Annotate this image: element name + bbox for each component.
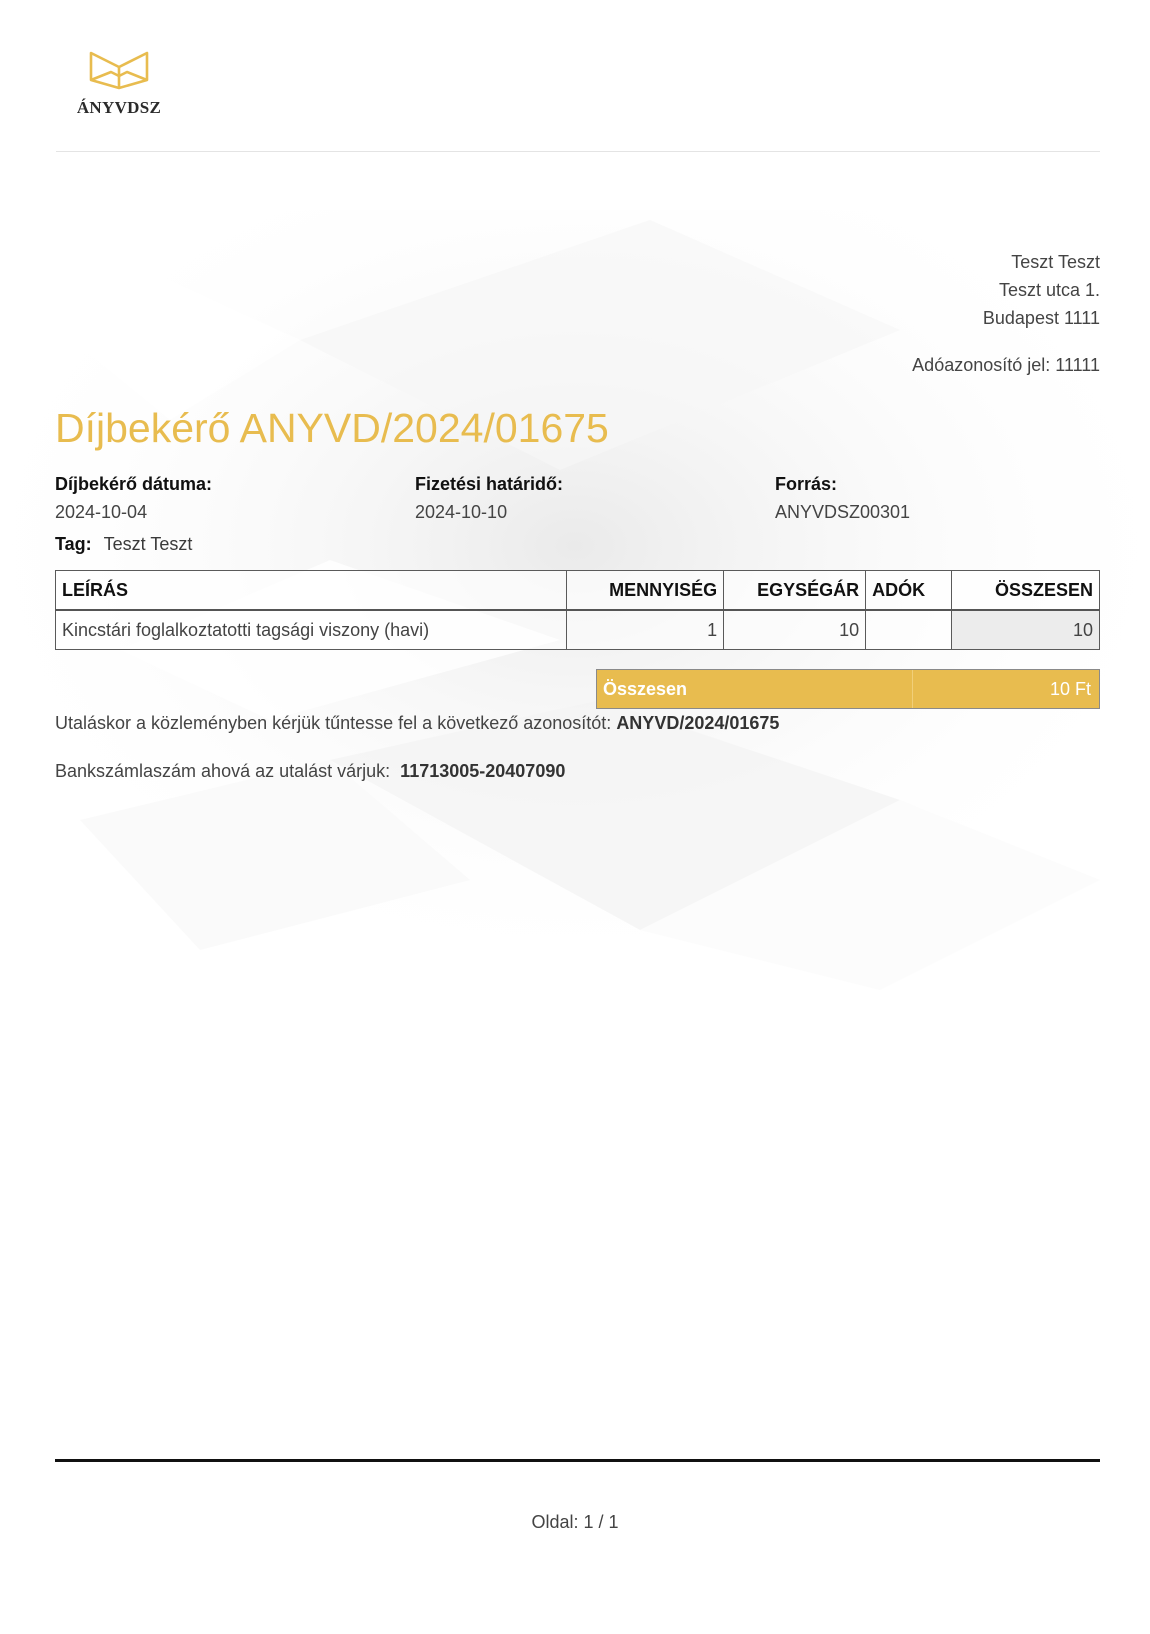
tax-id-label: Adóazonosító jel: xyxy=(912,355,1051,375)
page-number: Oldal: 1 / 1 xyxy=(531,1512,619,1532)
header-quantity: MENNYISÉG xyxy=(567,571,724,611)
issue-date-value: 2024-10-04 xyxy=(55,502,148,522)
grand-total-bar xyxy=(596,669,1100,709)
meta-due-date xyxy=(415,470,563,526)
reference-text: Utaláskor a közleményben kérjük tűntesse fel a következő azonosítót: xyxy=(55,713,612,733)
due-date-label: Fizetési határidő: xyxy=(415,474,564,494)
header-total: ÖSSZESEN xyxy=(952,571,1100,611)
source-label: Forrás: xyxy=(775,474,838,494)
table-header-row xyxy=(56,571,1100,611)
line-items-table xyxy=(55,570,1100,650)
header-divider xyxy=(56,151,1100,152)
cell-taxes xyxy=(866,610,952,650)
bank-value: 11713005-20407090 xyxy=(400,761,566,781)
cell-quantity: 1 xyxy=(567,610,724,650)
meta-issue-date xyxy=(55,470,212,526)
cell-unit-price: 10 xyxy=(724,610,866,650)
cell-description: Kincstári foglalkoztatotti tagsági viszony (havi) xyxy=(56,610,567,650)
header-taxes: ADÓK xyxy=(866,571,952,611)
source-value: ANYVDSZ00301 xyxy=(775,502,911,522)
company-logo xyxy=(70,50,168,118)
member-line xyxy=(55,534,192,555)
footer-divider xyxy=(55,1459,1100,1462)
tax-id-value: 11111 xyxy=(1055,355,1100,375)
recipient-name: Teszt Teszt xyxy=(1011,252,1100,272)
recipient-street: Teszt utca 1. xyxy=(998,280,1100,300)
bank-text: Bankszámlaszám ahová az utalást várjuk: xyxy=(55,761,391,781)
cell-total: 10 xyxy=(952,610,1100,650)
header-description: LEÍRÁS xyxy=(56,571,567,611)
grand-total-value: 10 Ft xyxy=(1049,678,1091,699)
reference-value: ANYVD/2024/01675 xyxy=(616,713,780,733)
grand-total-label: Összesen xyxy=(597,670,913,708)
member-value: Teszt Teszt xyxy=(103,534,193,554)
meta-source xyxy=(775,470,910,526)
recipient-city: Budapest 1111 xyxy=(982,308,1100,328)
table-row xyxy=(56,610,1100,650)
crown-book-logo-icon xyxy=(89,50,149,90)
document-title: Díjbekérő ANYVD/2024/01675 xyxy=(55,405,609,451)
recipient-tax-id xyxy=(912,351,1100,379)
due-date-value: 2024-10-10 xyxy=(415,502,508,522)
logo-text: ÁNYVDSZ xyxy=(76,98,162,117)
issue-date-label: Díjbekérő dátuma: xyxy=(55,474,213,494)
payment-reference-note xyxy=(55,713,779,734)
member-label: Tag: xyxy=(55,534,92,554)
recipient-block xyxy=(912,248,1100,379)
header-unit-price: EGYSÉGÁR xyxy=(724,571,866,611)
bank-account-note xyxy=(55,761,565,782)
